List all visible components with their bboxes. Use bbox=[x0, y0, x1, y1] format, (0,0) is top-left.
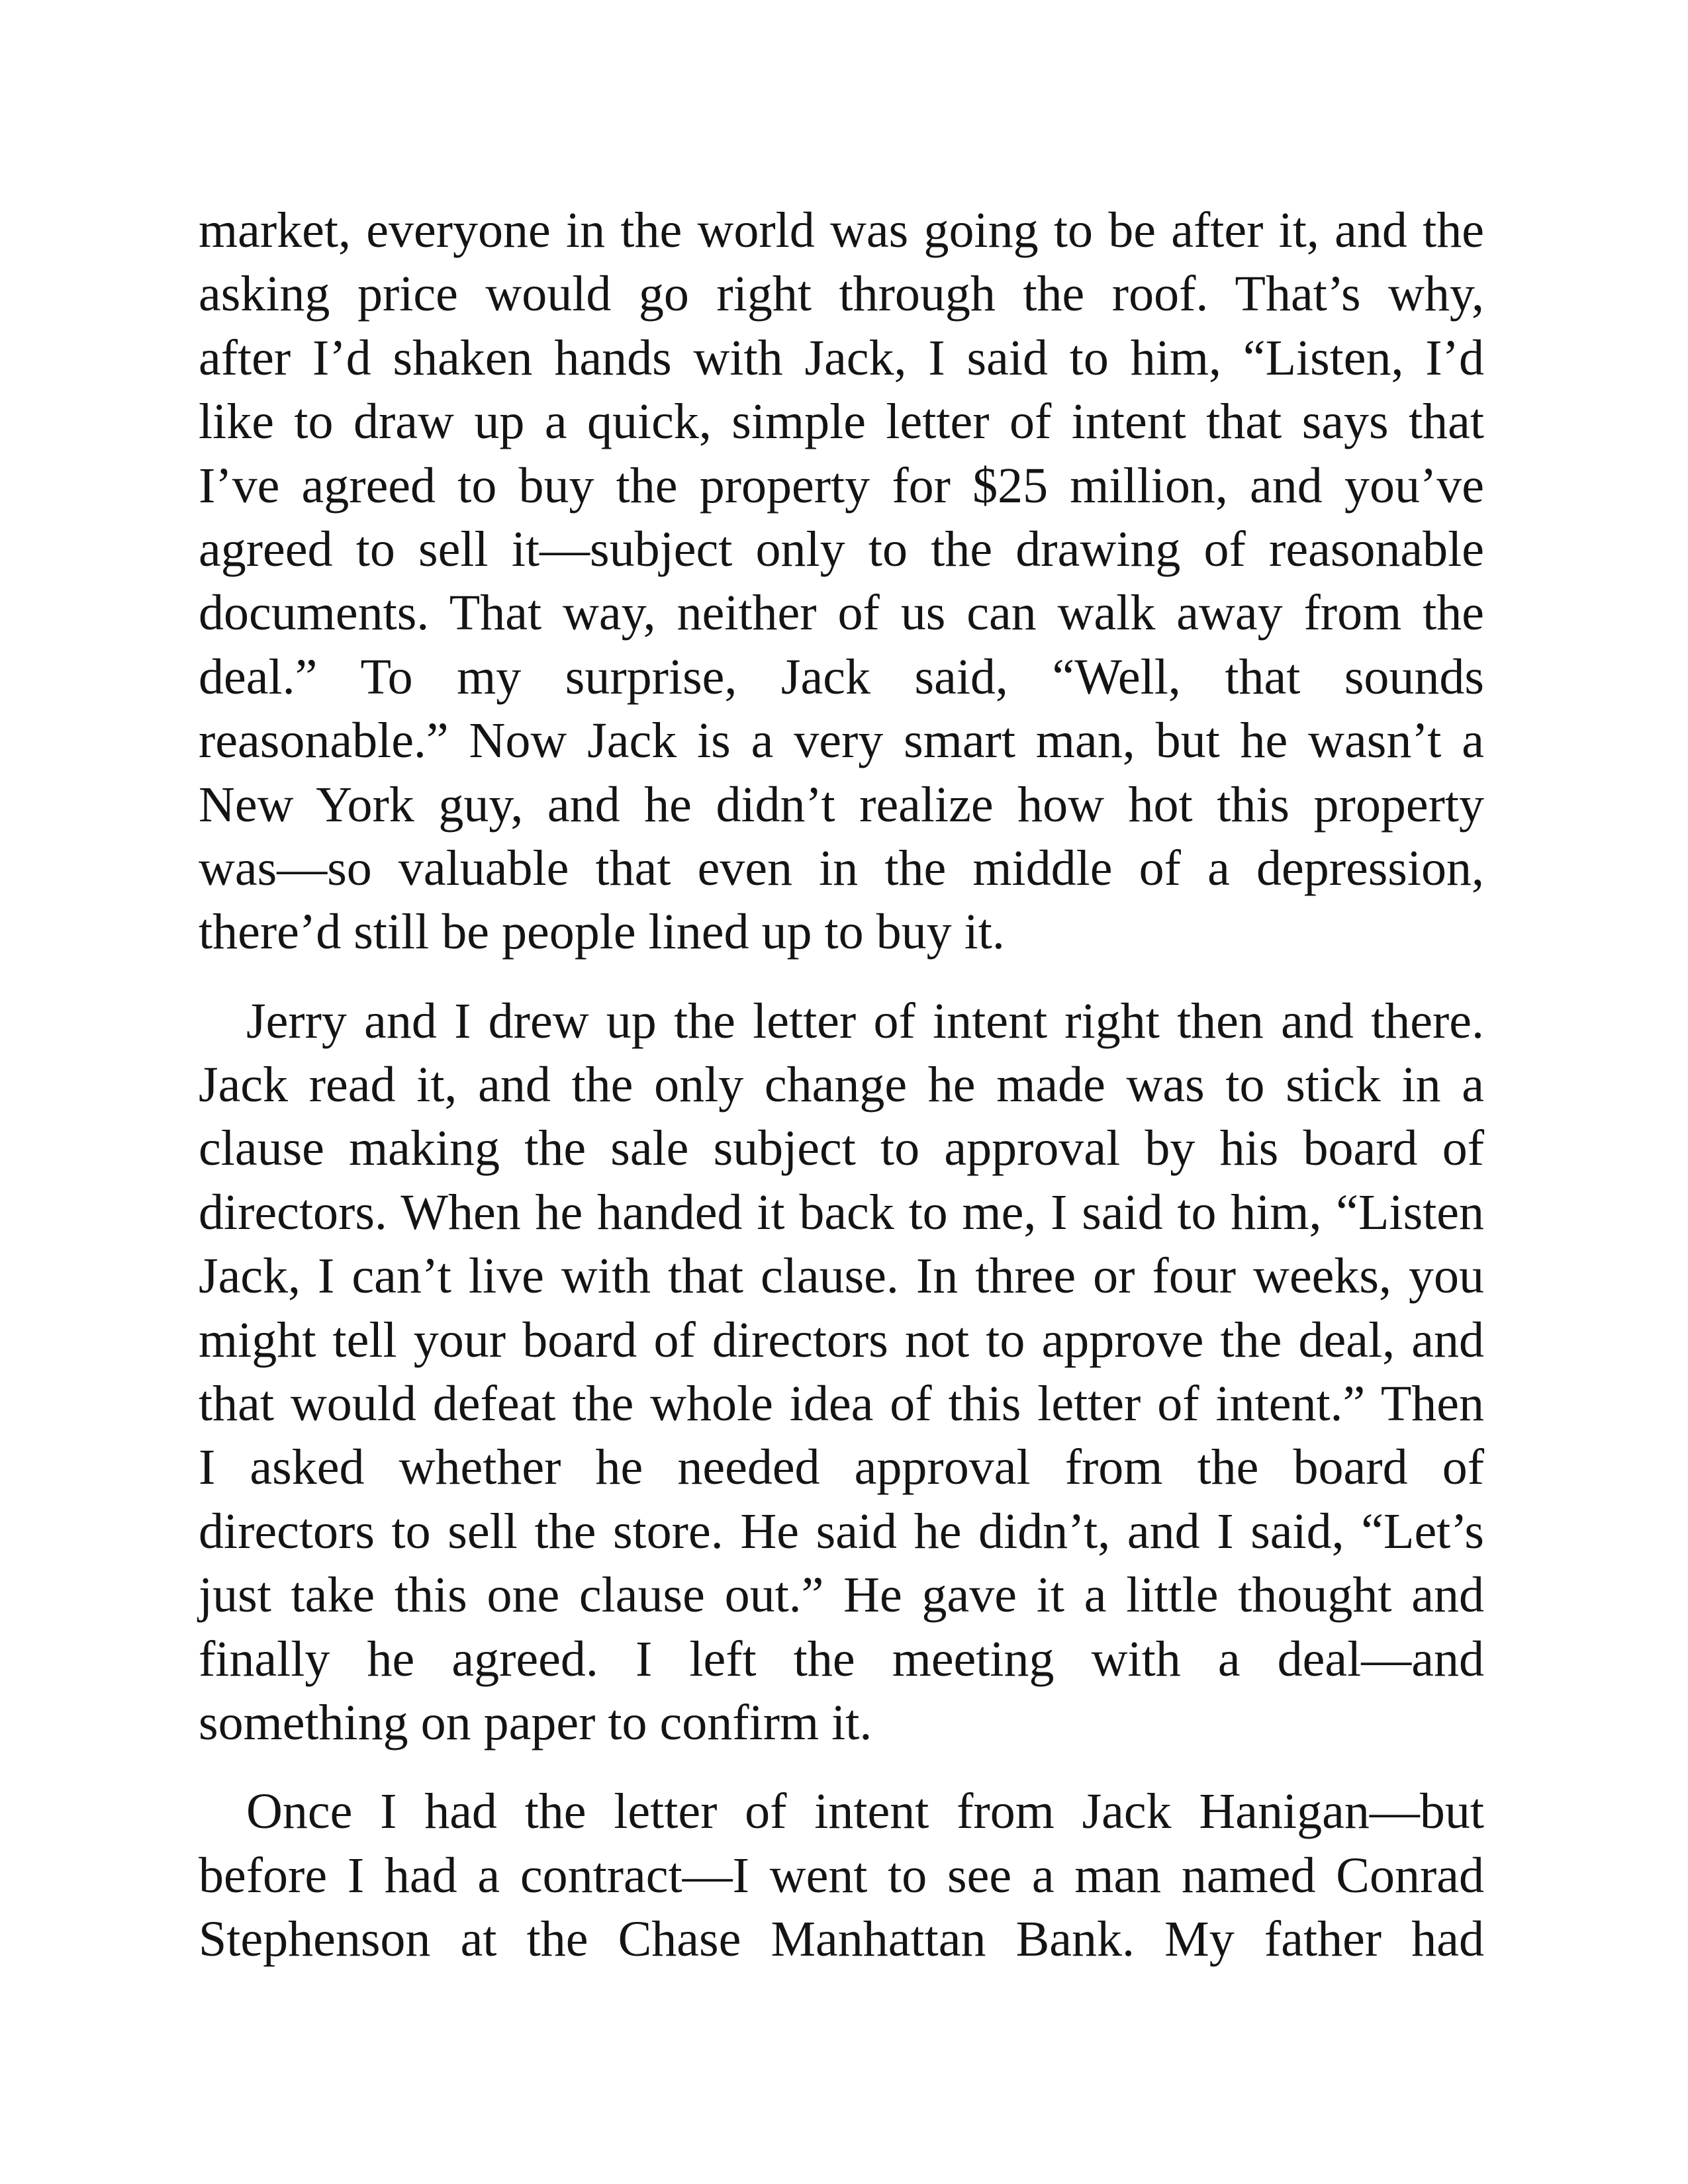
text-line: something on paper to confirm it. bbox=[199, 1694, 872, 1751]
paragraph-3 bbox=[199, 1780, 1484, 1971]
text-line: agreed to sell it—subject only to the drawing of reasonable bbox=[199, 521, 1484, 577]
text-line: New York guy, and he didn’t realize how hot this property bbox=[199, 776, 1484, 833]
body-text bbox=[199, 199, 1484, 1972]
text-line: that would defeat the whole idea of this letter of intent.” Then bbox=[199, 1376, 1484, 1432]
text-line: was—so valuable that even in the middle of a depression, bbox=[199, 840, 1484, 896]
text-line: finally he agreed. I left the meeting with a deal—and bbox=[199, 1631, 1484, 1687]
text-line: before I had a contract—I went to see a man named Conrad bbox=[199, 1847, 1484, 1903]
text-line: after I’d shaken hands with Jack, I said to him, “Listen, I’d bbox=[199, 330, 1484, 386]
paragraph-2 bbox=[199, 989, 1484, 1755]
text-line: directors to sell the store. He said he didn’t, and I said, “Let’s bbox=[199, 1503, 1484, 1559]
text-line: clause making the sale subject to approval by his board of bbox=[199, 1120, 1484, 1177]
text-line: like to draw up a quick, simple letter of intent that says that bbox=[199, 394, 1484, 450]
text-line: Stephenson at the Chase Manhattan Bank. My father had bbox=[199, 1911, 1484, 1968]
text-line: directors. When he handed it back to me, I said to him, “Listen bbox=[199, 1184, 1484, 1240]
text-line: I’ve agreed to buy the property for $25 million, and you’ve bbox=[199, 457, 1484, 514]
text-line: Once I had the letter of intent from Jack Hanigan—but bbox=[246, 1784, 1484, 1840]
text-line: just take this one clause out.” He gave it a little thought and bbox=[199, 1567, 1484, 1623]
text-line: I asked whether he needed approval from the board of bbox=[199, 1439, 1484, 1496]
text-line: there’d still be people lined up to buy it. bbox=[199, 904, 1005, 960]
text-line: Jack, I can’t live with that clause. In three or four weeks, you bbox=[199, 1248, 1484, 1304]
text-line: documents. That way, neither of us can walk away from the bbox=[199, 585, 1484, 641]
text-line: reasonable.” Now Jack is a very smart man, but he wasn’t a bbox=[199, 713, 1484, 769]
text-line: Jerry and I drew up the letter of intent right then and there. bbox=[246, 993, 1484, 1049]
text-line: might tell your board of directors not to approve the deal, and bbox=[199, 1312, 1484, 1368]
text-line: Jack read it, and the only change he made was to stick in a bbox=[199, 1057, 1484, 1113]
text-line: market, everyone in the world was going to be after it, and the bbox=[199, 203, 1484, 258]
paragraph-1 bbox=[199, 199, 1484, 964]
text-line: asking price would go right through the roof. That’s why, bbox=[199, 266, 1484, 322]
text-line: deal.” To my surprise, Jack said, “Well, that sounds bbox=[199, 649, 1484, 705]
